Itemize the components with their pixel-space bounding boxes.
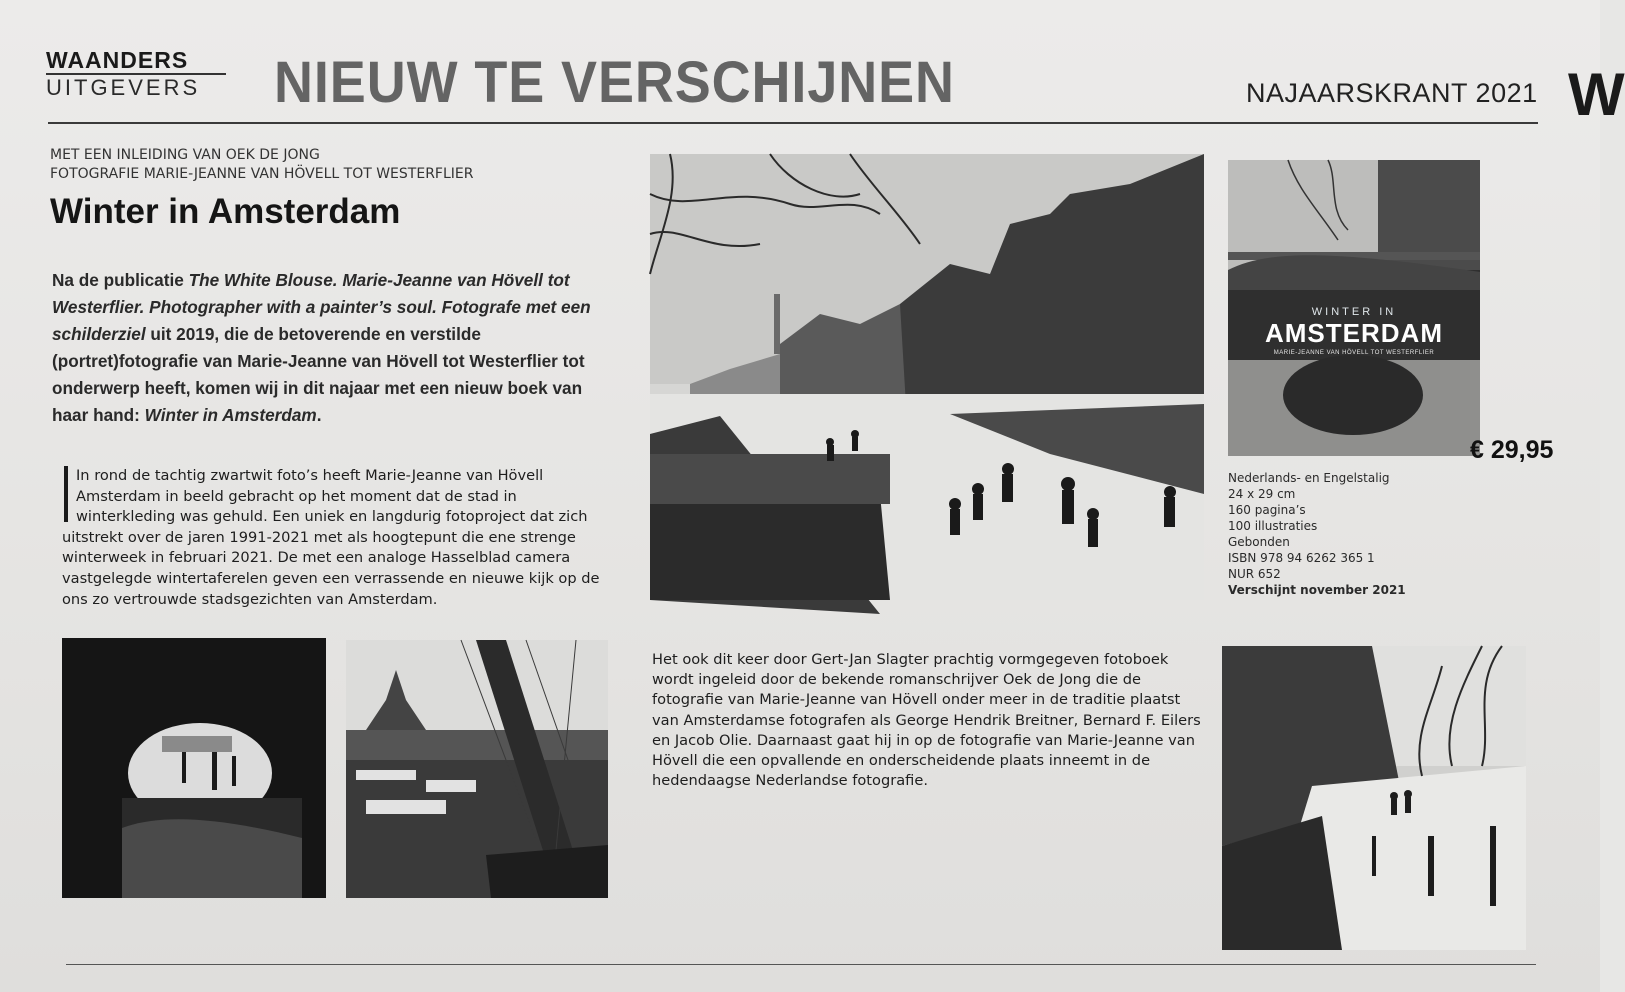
publisher-logo-line2: UITGEVERS <box>46 75 201 100</box>
cut-off-masthead-letter: W <box>1568 61 1625 128</box>
cover-subtitle: WINTER IN <box>1311 306 1397 318</box>
section-headline: NIEUW TE VERSCHIJNEN <box>274 50 955 115</box>
footer-rule <box>66 964 1536 965</box>
article-body-2: Het ook dit keer door Gert-Jan Slagter prachtig vormgegeven fotoboek wordt ingeleid door de bekende romanschrijver Oek de Jong die de fotografie van Marie-Jeanne van Hövell onder meer in de traditie plaatst van Amsterdamse fotografen als George Hendrik Breitner, Bernard F. Eilers en Jacob Olie. Daarnaast gaat hij in op de fotografie van Marie-Jeanne van Hövell die een opvallende en onderscheidende plaats inneemt in de hedendaagse Nederlandse fotografie. <box>652 651 1201 790</box>
photo-bridge-arch <box>62 638 326 898</box>
cover-author: MARIE-JEANNE VAN HÖVELL TOT WESTERFLIER <box>1273 350 1435 356</box>
publisher-logo <box>46 48 226 101</box>
lead-text-3: . <box>316 405 322 425</box>
article-title: Winter in Amsterdam <box>50 192 401 231</box>
body1-line-3: winterkleding was gehuld. <box>76 508 268 526</box>
publisher-logo-line1: WAANDERS <box>46 48 226 75</box>
spec-language: Nederlands- en Engelstalig <box>1228 471 1390 485</box>
spec-binding: Gebonden <box>1228 535 1290 549</box>
spec-illustrations: 100 illustraties <box>1228 519 1318 533</box>
cover-title: AMSTERDAM <box>1265 318 1443 348</box>
body1-rest: Een uniek en langdurig fotoproject dat zich uitstrekt over de jaren 1991-2021 met als hoogtepunt die ene strenge winterweek in februari 2021. De met een analoge Hasselblad camera vastgelegde wintertaferelen geven een verrassende en nieuwe kijk op de ons zo vertrouwde stadsgezichten van Amsterdam. <box>62 508 600 608</box>
book-specs <box>1228 470 1406 598</box>
main-photo-canal-skating <box>650 154 1204 600</box>
spec-size: 24 x 29 cm <box>1228 487 1296 501</box>
lead-text-2: uit 2019, die de betoverende en verstilde (portret)fotografie van Marie-Jeanne van Hövell tot Westerflier tot onderwerp heeft, komen wij in dit najaar met een nieuw boek van haar hand: <box>52 324 585 425</box>
article-body-1 <box>62 466 624 610</box>
spec-isbn: ISBN 978 94 6262 365 1 <box>1228 551 1375 565</box>
photo-canal-street <box>1222 646 1526 950</box>
body1-line-2: Amsterdam in beeld gebracht op het moment dat de stad in <box>76 487 517 505</box>
credit-line-photography: FOTOGRAFIE MARIE-JEANNE VAN HÖVELL TOT WESTERFLIER <box>50 166 474 182</box>
book-price: € 29,95 <box>1470 436 1554 464</box>
credit-line-intro: MET EEN INLEIDING VAN OEK DE JONG <box>50 147 320 163</box>
lead-italic-1: The White Blouse. Marie-Jeanne van Hövell tot Westerflier. Photographer with a painter’s soul. Fotografe met een schilderziel <box>52 270 591 344</box>
spec-release: Verschijnt november 2021 <box>1228 583 1406 597</box>
edition-label: NAJAARSKRANT 2021 <box>1246 78 1538 108</box>
spec-nur: NUR 652 <box>1228 567 1281 581</box>
lead-text-1: Na de publicatie <box>52 270 189 290</box>
photo-harbour-ship <box>346 640 608 898</box>
lead-italic-2: Winter in Amsterdam <box>144 405 317 425</box>
spec-pages: 160 pagina’s <box>1228 503 1306 517</box>
article-lead <box>52 267 622 429</box>
article-credits <box>50 146 473 184</box>
header-rule <box>48 122 1538 124</box>
body1-line-1: In rond de tachtig zwartwit foto’s heeft Marie-Jeanne van Hövell <box>76 467 544 484</box>
book-cover <box>1228 160 1480 456</box>
